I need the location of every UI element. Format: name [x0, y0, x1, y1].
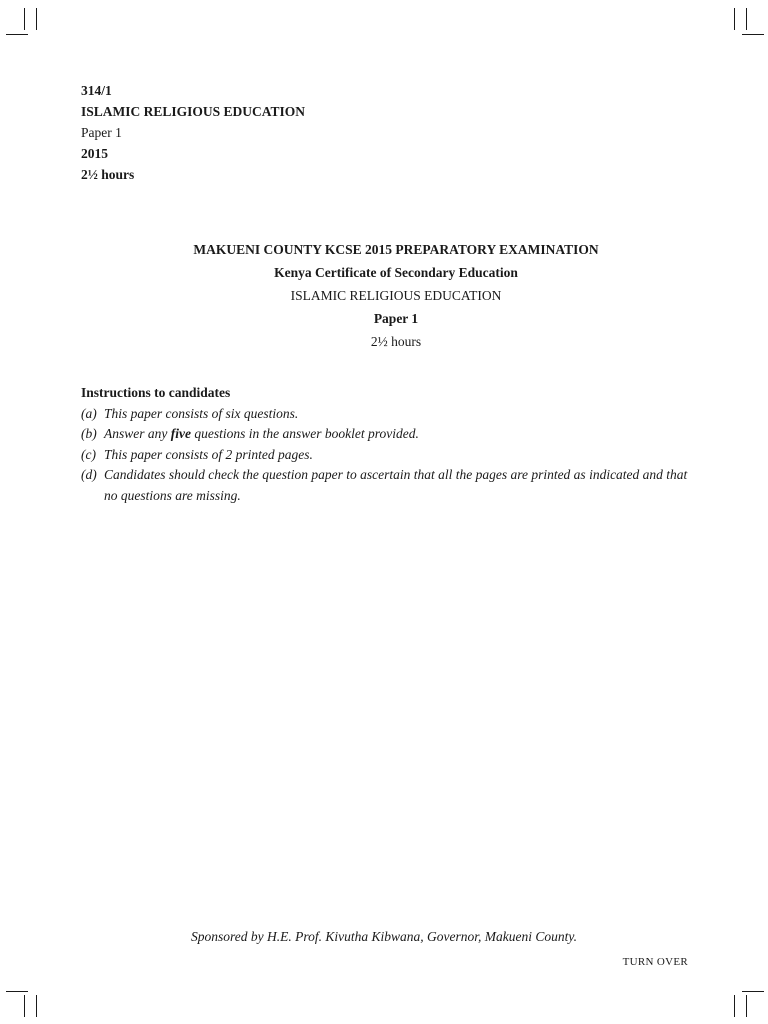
instruction-emphasis: five	[170, 426, 191, 441]
crop-mark	[734, 995, 735, 1017]
crop-mark	[746, 8, 747, 30]
title-block	[0, 238, 768, 353]
exam-year: 2015	[81, 146, 108, 161]
instruction-label: (d)	[81, 467, 97, 482]
sponsor-line: Sponsored by H.E. Prof. Kivutha Kibwana, Governor, Makueni County.	[191, 929, 577, 944]
exam-title: MAKUENI COUNTY KCSE 2015 PREPARATORY EXAMINATION	[193, 242, 599, 257]
duration-title: 2½ hours	[370, 334, 422, 349]
crop-mark	[734, 8, 735, 30]
instruction-text: This paper consists of six questions.	[104, 405, 299, 421]
instruction-label: (a)	[81, 405, 97, 421]
turn-over-label: TURN OVER	[622, 956, 688, 968]
crop-mark	[6, 34, 28, 35]
crop-mark	[742, 991, 764, 992]
instructions-title: Instructions to candidates	[81, 385, 231, 400]
instruction-text: Candidates should check the question paper to ascertain that all the pages are printed as indicated and that no questions are missing.	[104, 467, 688, 503]
crop-mark	[24, 8, 25, 30]
instructions-section	[81, 383, 701, 506]
paper-header	[81, 80, 305, 185]
paper-number: Paper 1	[81, 125, 122, 140]
instruction-item	[81, 465, 701, 506]
paper-title: Paper 1	[373, 311, 419, 326]
crop-mark	[36, 8, 37, 30]
instruction-text	[104, 424, 701, 445]
instruction-item	[81, 445, 701, 466]
instruction-label: (c)	[81, 446, 96, 462]
instruction-text-before: Answer any	[104, 426, 171, 441]
crop-mark	[742, 34, 764, 35]
instruction-item	[81, 424, 701, 445]
crop-mark	[746, 995, 747, 1017]
certificate-title: Kenya Certificate of Secondary Education	[274, 265, 518, 280]
crop-mark	[24, 995, 25, 1017]
subject-name: ISLAMIC RELIGIOUS EDUCATION	[81, 104, 306, 119]
instruction-text: This paper consists of 2 printed pages.	[104, 446, 313, 462]
subject-title: ISLAMIC RELIGIOUS EDUCATION	[290, 288, 502, 303]
instruction-label: (b)	[81, 426, 97, 441]
exam-duration: 2½ hours	[81, 167, 135, 182]
crop-mark	[6, 991, 28, 992]
instruction-text-after: questions in the answer booklet provided.	[190, 426, 419, 441]
instruction-item	[81, 404, 701, 425]
crop-mark	[36, 995, 37, 1017]
paper-code: 314/1	[81, 83, 112, 98]
